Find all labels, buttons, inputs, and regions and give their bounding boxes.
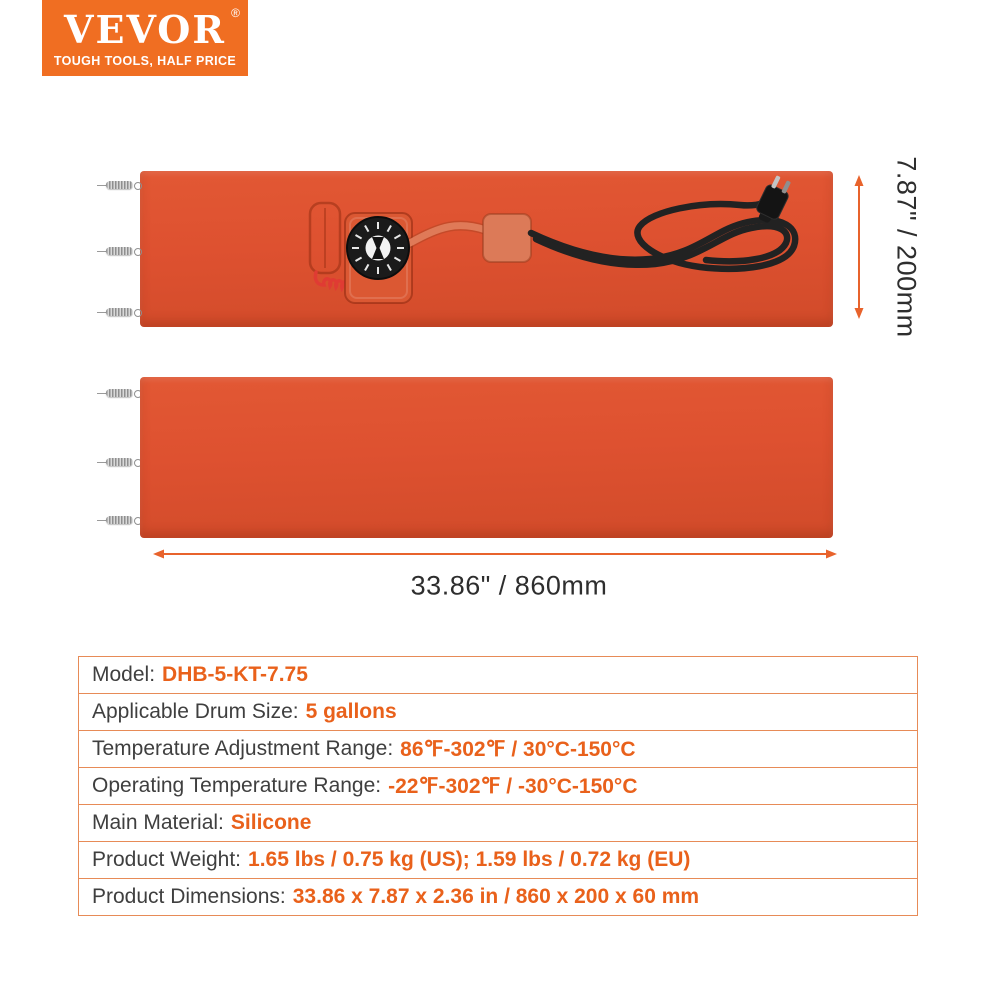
vevor-logo — [42, 0, 248, 76]
heater-band-components-graphic — [140, 171, 833, 327]
spring-icon — [97, 180, 142, 190]
brand-tagline: TOUGH TOOLS, HALF PRICE — [53, 53, 237, 68]
spec-label: Applicable Drum Size: — [92, 700, 299, 723]
spec-row-drum-size — [78, 693, 918, 731]
spring-icon — [97, 307, 142, 317]
spec-value: 33.86 x 7.87 x 2.36 in / 860 x 200 x 60 mm — [292, 885, 700, 908]
spring-icon — [97, 246, 142, 256]
spec-row-temp-adjustment — [78, 730, 918, 768]
height-dimension-arrow — [850, 174, 868, 320]
spec-label: Temperature Adjustment Range: — [92, 737, 394, 760]
brand-name: VEVOR — [64, 6, 226, 52]
thermostat-cable — [410, 226, 486, 243]
spec-value: 5 gallons — [305, 700, 397, 723]
spec-value: 86℉-302℉ / 30°C-150°C — [400, 737, 636, 761]
spec-value: Silicone — [230, 811, 312, 834]
spec-label: Main Material: — [92, 811, 224, 834]
height-dimension-label: 7.87" / 200mm — [891, 156, 922, 338]
heater-band-bottom-image — [140, 377, 833, 538]
spring-icon — [97, 388, 142, 398]
thermostat-dial — [347, 217, 409, 279]
registered-mark: ® — [231, 5, 240, 20]
width-dimension-label: 33.86" / 860mm — [410, 570, 608, 601]
power-cord — [531, 193, 795, 269]
spec-row-model — [78, 656, 918, 694]
spec-row-operating-temp — [78, 767, 918, 805]
spec-value: -22℉-302℉ / -30°C-150°C — [388, 774, 638, 798]
spec-row-material — [78, 804, 918, 842]
spec-row-weight — [78, 841, 918, 879]
spec-row-dimensions — [78, 878, 918, 916]
spec-label: Product Weight: — [92, 848, 242, 871]
spec-label: Model: — [92, 663, 156, 686]
width-dimension-arrow — [152, 545, 838, 563]
spec-value: DHB-5-KT-7.75 — [162, 663, 308, 686]
spec-label: Product Dimensions: — [92, 885, 286, 908]
sensor-pocket — [310, 203, 340, 273]
spec-table — [78, 656, 918, 916]
spring-icon — [97, 457, 142, 467]
junction-box — [483, 214, 531, 262]
spring-icon — [97, 515, 142, 525]
spec-value: 1.65 lbs / 0.75 kg (US); 1.59 lbs / 0.72 kg (EU) — [248, 848, 691, 871]
spec-label: Operating Temperature Range: — [92, 774, 382, 797]
